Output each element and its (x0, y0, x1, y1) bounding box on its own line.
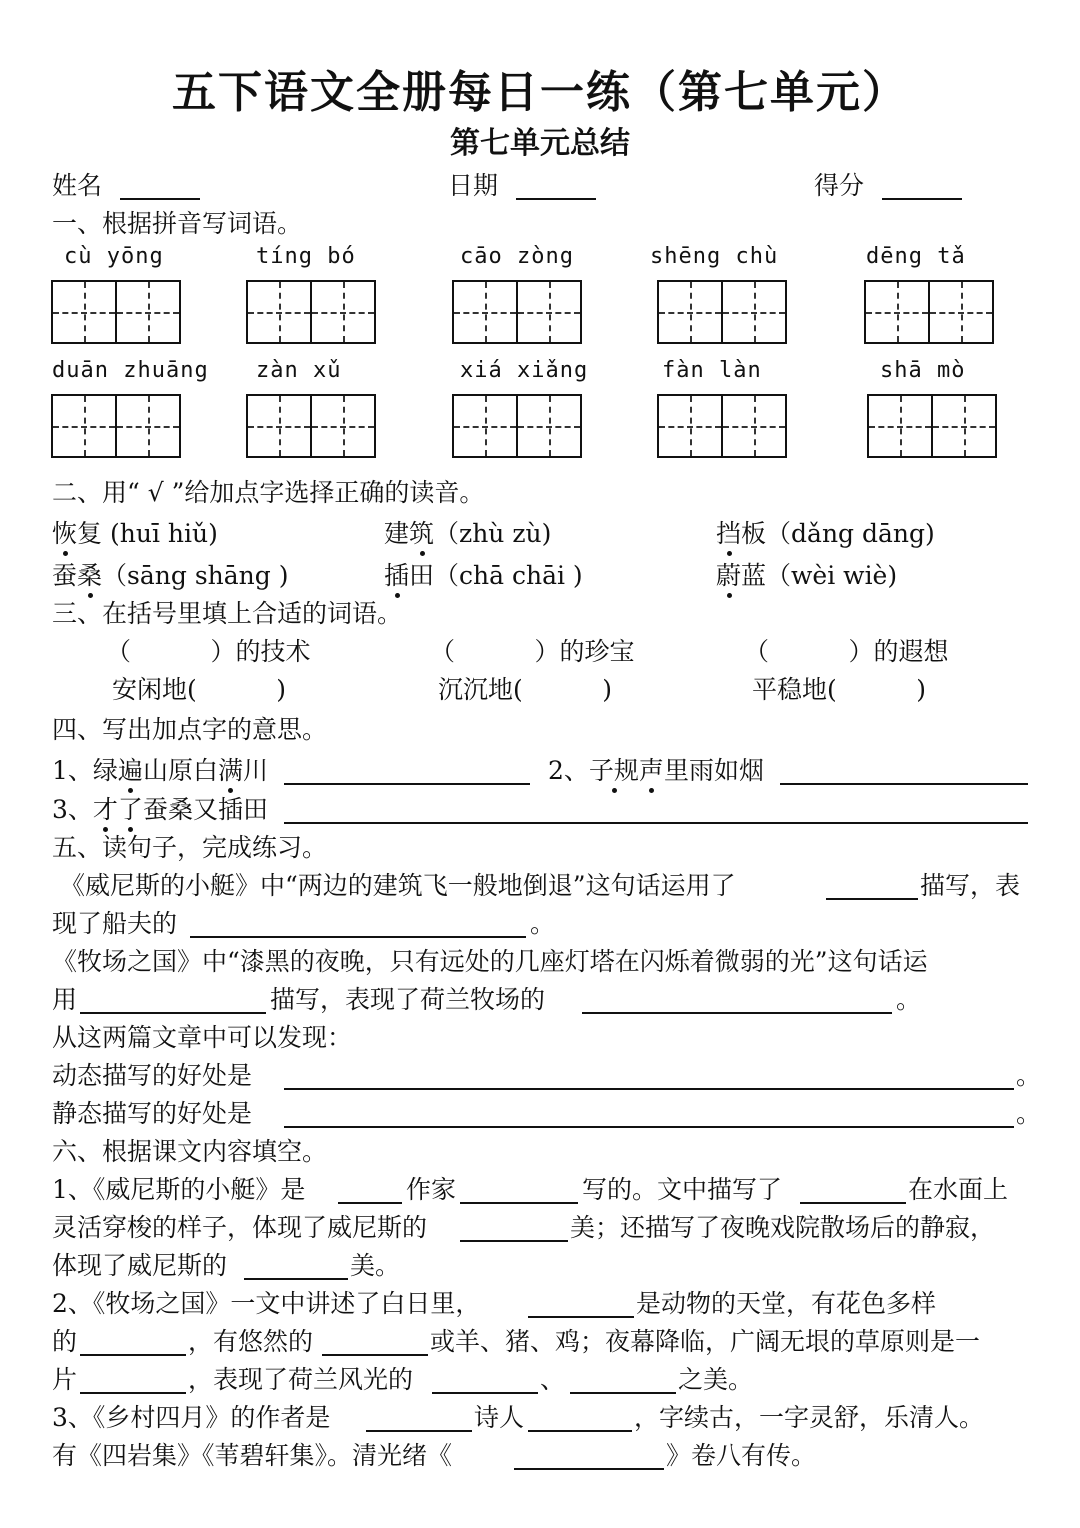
reading-options: （zhù zù) (434, 519, 552, 548)
fill-phrase[interactable]: （ ）的技术 (106, 637, 311, 666)
pronunciation-item[interactable] (716, 560, 897, 592)
text-line: 在水面上 (908, 1175, 1009, 1204)
name-label: 姓名 (52, 171, 103, 200)
section-2-heading: 二、用“ √ ”给加点字选择正确的读音。 (52, 478, 485, 507)
text-line: 用 (52, 985, 78, 1014)
writing-grid[interactable] (657, 280, 787, 344)
text-line: 2、《牧场之国》一文中讲述了白日里， (52, 1289, 481, 1318)
section-6-heading: 六、根据课文内容填空。 (52, 1137, 328, 1166)
pinyin-label: zàn xǔ (256, 358, 342, 383)
text-line: 。 (530, 909, 556, 938)
writing-grid[interactable] (452, 394, 582, 458)
answer-line[interactable] (528, 1430, 632, 1432)
meaning-question-2: 2、子规声里雨如烟 (548, 756, 764, 785)
writing-grid[interactable] (867, 394, 997, 458)
dotted-char: 蔚 (716, 561, 742, 590)
text-line: 美。 (350, 1251, 401, 1280)
answer-line[interactable] (570, 1392, 676, 1394)
reading-options: （sāng shāng ) (102, 561, 289, 590)
answer-line[interactable] (514, 1468, 664, 1470)
answer-line[interactable] (80, 1392, 186, 1394)
dotted-char: 桑 (77, 561, 103, 590)
answer-line[interactable] (284, 783, 530, 785)
answer-line[interactable] (460, 1240, 568, 1242)
text-line: 体现了威尼斯的 (52, 1251, 228, 1280)
char: 田 (409, 561, 435, 590)
text-line: 《威尼斯的小艇》中“两边的建筑飞一般地倒退”这句话运用了 (60, 871, 736, 900)
pinyin-label: duān zhuāng (52, 358, 209, 383)
writing-grid[interactable] (452, 280, 582, 344)
reading-options: （dǎng dāng) (766, 519, 935, 548)
answer-line[interactable] (800, 1202, 906, 1204)
text-line: 有《四岩集》《苇碧轩集》。清光绪《 (52, 1441, 453, 1470)
text-line: 。 (896, 985, 922, 1014)
section-4-heading: 四、写出加点字的意思。 (52, 715, 328, 744)
dotted-char: 筑 (409, 519, 435, 548)
fill-phrase[interactable]: 沉沉地( ) (438, 675, 612, 704)
text-line: 、 (540, 1365, 566, 1394)
answer-line[interactable] (284, 1126, 1014, 1128)
writing-grid[interactable] (51, 280, 181, 344)
text-line: ，有悠然的 (188, 1327, 314, 1356)
fill-phrase[interactable]: （ ）的遐想 (744, 637, 949, 666)
answer-line[interactable] (460, 1202, 578, 1204)
pronunciation-item[interactable] (52, 518, 218, 550)
answer-line[interactable] (190, 936, 526, 938)
text-line: 灵活穿梭的样子，体现了威尼斯的 (52, 1213, 428, 1242)
answer-line[interactable] (80, 1012, 266, 1014)
answer-line[interactable] (780, 783, 1028, 785)
text-line: 从这两篇文章中可以发现： (52, 1023, 353, 1052)
section-5-heading: 五、读句子，完成练习。 (52, 833, 328, 862)
fill-phrase[interactable]: 平稳地( ) (752, 675, 926, 704)
text-line: ，表现了荷兰风光的 (188, 1365, 414, 1394)
pronunciation-item[interactable] (384, 518, 551, 550)
writing-grid[interactable] (51, 394, 181, 458)
text-line: 写的。文中描写了 (582, 1175, 783, 1204)
text-line: 描写，表现了荷兰牧场的 (270, 985, 546, 1014)
char: 建 (384, 519, 410, 548)
pinyin-label: xiá xiǎng (460, 358, 589, 383)
date-field[interactable] (516, 198, 596, 200)
char: 板 (741, 519, 767, 548)
pinyin-label: shēng chù (650, 244, 779, 269)
text-line: 静态描写的好处是 (52, 1099, 253, 1128)
pinyin-label: fàn làn (662, 358, 762, 383)
text-line: 3、《乡村四月》的作者是 (52, 1403, 331, 1432)
char: 复 (77, 519, 103, 548)
writing-grid[interactable] (864, 280, 994, 344)
answer-line[interactable] (284, 1088, 1014, 1090)
answer-line[interactable] (366, 1430, 472, 1432)
answer-line[interactable] (826, 898, 918, 900)
text-line: 《牧场之国》中“漆黑的夜晚，只有远处的几座灯塔在闪烁着微弱的光”这句话运 (52, 947, 928, 976)
text-line: 的 (52, 1327, 78, 1356)
text-line: 作家 (406, 1175, 457, 1204)
pinyin-label: tíng bó (256, 244, 356, 269)
name-field[interactable] (120, 198, 200, 200)
page-title: 五下语文全册每日一练（第七单元） (172, 67, 908, 118)
answer-line[interactable] (284, 822, 1028, 824)
answer-line[interactable] (582, 1012, 892, 1014)
fill-phrase[interactable]: （ ）的珍宝 (430, 637, 635, 666)
pronunciation-item[interactable] (384, 560, 583, 592)
char: 蓝 (741, 561, 767, 590)
text-line: 美；还描写了夜晚戏院散场后的静寂， (570, 1213, 996, 1242)
text-line: 或羊、猪、鸡；夜幕降临，广阔无垠的草原则是一 (430, 1327, 981, 1356)
page-subtitle: 第七单元总结 (450, 126, 630, 161)
char: 蚕 (52, 561, 78, 590)
section-1-heading: 一、根据拼音写词语。 (52, 209, 303, 238)
reading-options: （chā chāi ) (434, 561, 583, 590)
answer-line[interactable] (432, 1392, 538, 1394)
period: 。 (1016, 1099, 1042, 1128)
answer-line[interactable] (322, 1354, 428, 1356)
answer-line[interactable] (244, 1278, 348, 1280)
pinyin-label: cāo zòng (460, 244, 574, 269)
dotted-char: 插 (384, 561, 410, 590)
reading-options: （wèi wiè) (766, 561, 898, 590)
writing-grid[interactable] (246, 394, 376, 458)
pinyin-label: cù yōng (64, 244, 164, 269)
text-line: 1、《威尼斯的小艇》是 (52, 1175, 306, 1204)
text-line: 诗人 (474, 1403, 525, 1432)
text-line: 现了船夫的 (52, 909, 178, 938)
meaning-question-1: 1、绿遍山原白满川 (52, 756, 268, 785)
section-3-heading: 三、在括号里填上合适的词语。 (52, 599, 403, 628)
text-line: 是动物的天堂，有花色多样 (636, 1289, 937, 1318)
score-field[interactable] (882, 198, 962, 200)
score-label: 得分 (814, 171, 865, 200)
text-line: 之美。 (678, 1365, 754, 1394)
answer-line[interactable] (338, 1202, 402, 1204)
pinyin-label: shā mò (880, 358, 966, 383)
fill-phrase[interactable]: 安闲地( ) (112, 675, 286, 704)
text-line: 动态描写的好处是 (52, 1061, 253, 1090)
answer-line[interactable] (80, 1354, 186, 1356)
pinyin-label: dēng tǎ (866, 244, 966, 269)
date-label: 日期 (448, 171, 499, 200)
reading-options: (huī hiǔ) (109, 519, 218, 548)
dotted-char: 挡 (716, 519, 742, 548)
text-line: ，字续古，一字灵舒，乐清人。 (634, 1403, 985, 1432)
text-line: 》卷八有传。 (666, 1441, 817, 1470)
pronunciation-item[interactable] (52, 560, 288, 592)
writing-grid[interactable] (246, 280, 376, 344)
pronunciation-item[interactable] (716, 518, 935, 550)
period: 。 (1016, 1061, 1042, 1090)
writing-grid[interactable] (657, 394, 787, 458)
text-line: 片 (52, 1365, 78, 1394)
meaning-question-3: 3、才了蚕桑又插田 (52, 795, 268, 824)
dotted-char: 恢 (52, 519, 78, 548)
text-line: 描写，表 (920, 871, 1021, 900)
answer-line[interactable] (528, 1316, 634, 1318)
